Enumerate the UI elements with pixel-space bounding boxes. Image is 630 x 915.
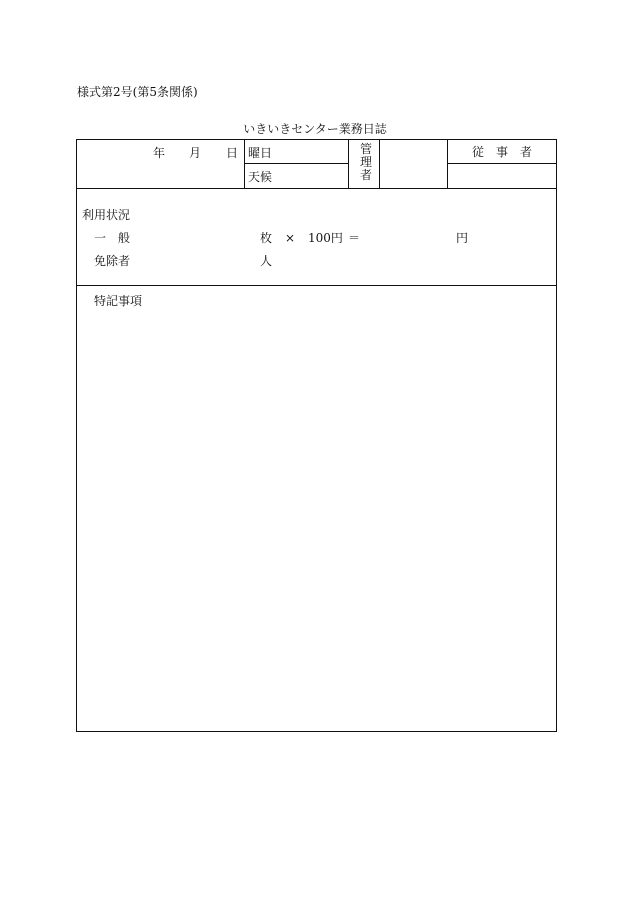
exempt-unit: 人 [260, 254, 273, 268]
general-unit-price: 100円 [308, 231, 343, 245]
weekday-weather-divider [244, 163, 348, 164]
date-column-divider [244, 139, 245, 188]
general-unit: 枚 [260, 231, 273, 245]
manager-label-divider [379, 139, 380, 188]
staff-label: 従 事 者 [471, 145, 532, 159]
exempt-label: 免除者 [94, 254, 131, 268]
staff-label-divider [447, 163, 557, 164]
year-label: 年 [153, 146, 166, 160]
day-label: 日 [226, 146, 239, 160]
notes-heading: 特記事項 [94, 294, 143, 308]
manager-label-char-2: 理 [359, 155, 372, 169]
form-number-label: 様式第2号(第5条関係) [77, 85, 198, 99]
general-equals-sign: ＝ [348, 231, 361, 245]
weekday-column-divider [348, 139, 349, 188]
usage-heading: 利用状況 [82, 208, 131, 222]
header-bottom-rule [76, 188, 557, 189]
general-yen-label: 円 [456, 231, 469, 245]
manager-label [353, 143, 379, 182]
manager-label-char-3: 者 [359, 168, 372, 182]
log-form-table [76, 139, 557, 732]
weather-label: 天候 [248, 170, 273, 184]
weekday-label: 曜日 [248, 146, 273, 160]
general-times-sign: × [285, 231, 296, 245]
month-label: 月 [189, 146, 202, 160]
manager-label-char-1: 管 [359, 142, 372, 156]
usage-bottom-rule [76, 285, 557, 286]
document-title: いきいきセンター業務日誌 [243, 122, 387, 136]
general-label: 一 般 [94, 231, 131, 245]
